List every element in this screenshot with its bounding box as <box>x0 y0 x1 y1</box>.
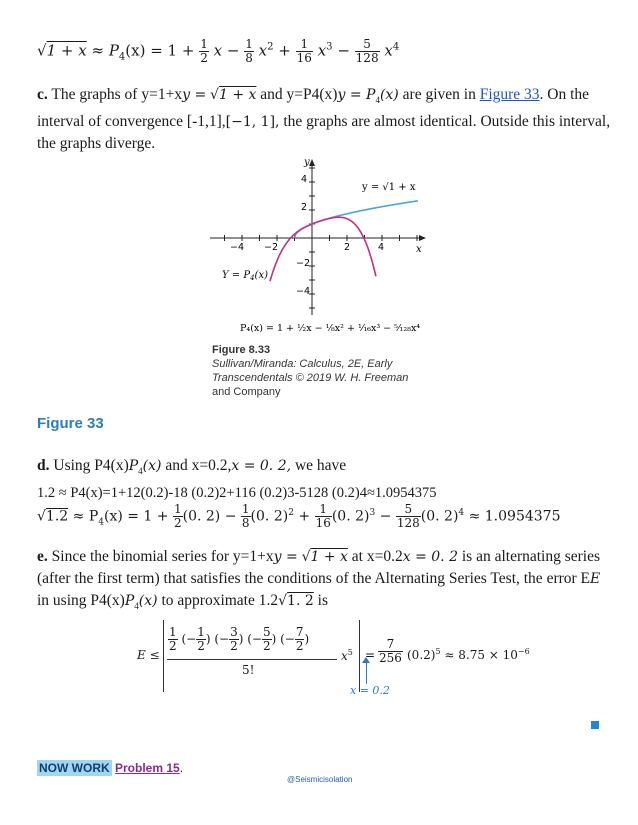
part-e-paragraph: e. Since the binomial series for y=1+xy = √1 + x at x=0.2x = 0. 2 is an alternating series (after the first term) that satisfies the conditions of the Alternating Series Test, the error EE in using $P4(x)P_4(x)$ to approximate 1.2√1. 2 is <box>37 548 601 612</box>
error-bound-expression: E ≤ $\frac{1}{2}$ (− $\frac{1}{2}$ ) (− $\frac{3}{2}$ ) (− $\frac{5}{2}$ ) (− $\frac{7}{2}$ ) 5! $x^5$ = $\frac{7}{256}$ $(0.2)^5 \approx 8.75 \times 10^{-6}$ x = 0.2 <box>137 620 537 700</box>
x-value-arrow <box>366 662 367 684</box>
figure-graph <box>200 155 450 345</box>
x-tick-label-neg2: −2 <box>264 242 279 253</box>
p4-curve <box>270 217 376 281</box>
sqrt-curve <box>295 201 418 238</box>
figure-33-link[interactable]: Figure 33 <box>479 86 540 103</box>
x-tick-label-neg4: −4 <box>230 242 245 253</box>
problem-15-link[interactable]: Problem 15 <box>115 761 180 775</box>
y-axis-label: y <box>304 157 310 168</box>
figure-caption: Figure 8.33 Sullivan/Miranda: Calculus, 2E, Early Transcendentals © 2019 W. H. Freeman and Company <box>212 344 409 398</box>
now-work-line: NOW WORK Problem 15. <box>39 761 184 775</box>
x-axis-label: x <box>416 244 422 255</box>
p4-formula: P₄(x) = 1 + ½x − ⅛x² + ¹⁄₁₆x³ − ⁵⁄₁₂₈x⁴ <box>240 323 421 334</box>
y-tick-label-4: 4 <box>301 174 308 185</box>
part-c-paragraph: c. The graphs of y=1+xy = √1 + x and $y=P4(x)y = P_4(x)$ are given in Figure 33. On the interval of convergence [-1,1],[−1, 1], the graphs are almost identical. Outside this interval, the graphs diverge. <box>37 86 611 153</box>
part-d-paragraph: d. Using $P4(x)P_4(x)$ and x=0.2,x = 0. 2, we have <box>37 457 347 477</box>
p4-curve-label: $Y = P_4(x)$ <box>222 270 268 282</box>
y-tick-label-2: 2 <box>301 202 308 213</box>
watermark: @Seismicisolation <box>287 775 353 784</box>
x-tick-label-2: 2 <box>344 242 351 253</box>
part-d-text-equation: 1.2 ≈ P4(x)=1+12(0.2)-18 (0.2)2+116 (0.2)3-5128 (0.2)4≈1.0954375 <box>37 485 437 501</box>
part-e-label: e. <box>37 548 48 565</box>
part-d-equation: $√1.2 \approx P_4(x) = 1$ + $\frac{1}{2}$ (0. 2) − $\frac{1}{8}$ (0. 2)$^2$ + $\frac{1}{16}$ (0. 2)$^3$ − $\frac{5}{128}$ (0. 2)$^4$ ≈ 1.0954375 <box>37 502 561 530</box>
x-axis-arrow <box>419 235 426 241</box>
y-axis-arrow <box>309 159 315 166</box>
part-c-label: c. <box>37 86 48 103</box>
part-d-label: d. <box>37 457 50 474</box>
end-of-example-marker <box>591 721 599 729</box>
y-tick-label-neg2: −2 <box>296 258 311 269</box>
y-tick-label-neg4: −4 <box>296 286 311 297</box>
now-work-badge: NOW WORK <box>39 761 110 775</box>
x-tick-label-4: 4 <box>378 242 385 253</box>
sqrt-curve-label: y = √1 + x <box>362 182 416 193</box>
equation-p4-approx: $√1 + x \approx P_4(x) = 1$ + $\frac{1}{2}$ x − $\frac{1}{8}$ $x^2$ + $\frac{1}{16}$ $x^3$ − $\frac{5}{128}$ $x^4$ <box>37 37 400 65</box>
x-value-label: x = 0.2 <box>350 684 390 697</box>
figure-33-label: Figure 33 <box>37 415 104 432</box>
